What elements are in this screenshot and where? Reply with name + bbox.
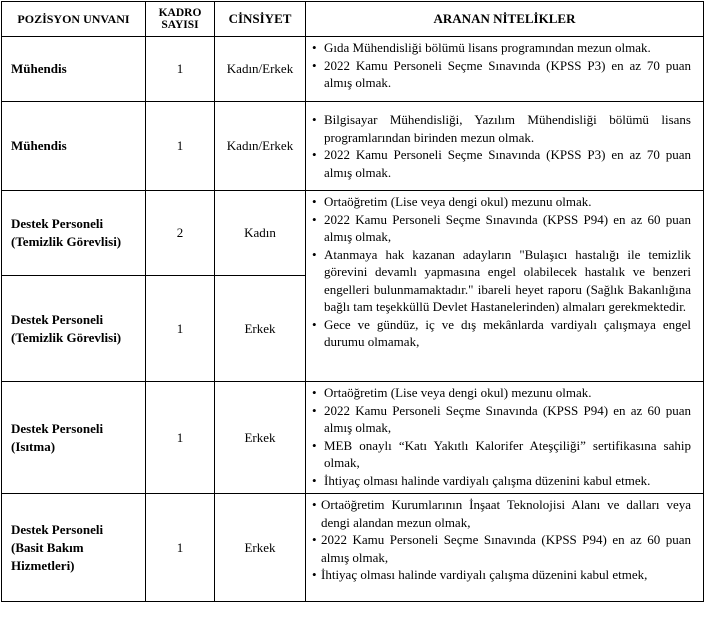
requirement-item: • 2022 Kamu Personeli Seçme Sınavında (KPSS P94) en az 60 puan almış olmak, <box>312 531 691 566</box>
requirement-item: • Bilgisayar Mühendisliği, Yazılım Mühendisliği bölümü lisans programlarından birinden mezun olmak. <box>312 111 691 146</box>
position-title-line2: (Temizlik Görevlisi) <box>11 329 122 345</box>
position-title-line1: Destek Personeli <box>11 216 104 231</box>
quota-count: 1 <box>146 494 215 602</box>
position-title-line2: (Basit Bakım <box>11 539 84 555</box>
position-title: Mühendis <box>2 102 146 191</box>
requirements-cell <box>306 102 704 191</box>
requirements-list <box>312 111 691 181</box>
position-title <box>2 382 146 494</box>
quota-count: 1 <box>146 37 215 102</box>
position-title-line1: Destek Personeli <box>11 521 104 537</box>
requirement-item: • Gece ve gündüz, iç ve dış mekânlarda vardiyalı çalışmaya engel durumu olmamak, <box>312 316 691 351</box>
table-row <box>2 191 704 276</box>
position-title <box>2 276 146 382</box>
quota-count: 1 <box>146 382 215 494</box>
header-quota-line2: SAYISI <box>161 19 199 31</box>
requirement-item: • İhtiyaç olması halinde vardiyalı çalışma düzenini kabul etmek, <box>312 566 691 584</box>
requirement-item: • Atanmaya hak kazanan adayların "Bulaşıcı hastalığı ile temizlik görevini devamlı yapmasına engel olabilecek hastalık ve benzeri engelleri bulunmamaktadır." ibareli heyet raporu (Sağlık Bakanlığına bağlı tam teşekküllü Devlet Hastanelerinden) almaları gerekmektedir. <box>312 246 691 316</box>
header-row <box>2 2 704 37</box>
position-title-line1: Destek Personeli <box>11 311 104 327</box>
requirement-item: • 2022 Kamu Personeli Seçme Sınavında (KPSS P3) en az 70 puan almış olmak. <box>312 57 691 92</box>
quota-count: 2 <box>146 191 215 276</box>
table-row <box>2 382 704 494</box>
requirement-item: • Gıda Mühendisliği bölümü lisans programından mezun olmak. <box>312 39 691 57</box>
requirement-item: • 2022 Kamu Personeli Seçme Sınavında (KPSS P94) en az 60 puan almış olmak, <box>312 402 691 437</box>
position-title-line2: (Isıtma) <box>11 438 56 454</box>
requirement-item: • 2022 Kamu Personeli Seçme Sınavında (KPSS P3) en az 70 puan almış olmak. <box>312 146 691 181</box>
quota-count: 1 <box>146 276 215 382</box>
requirements-cell <box>306 494 704 602</box>
gender-value: Kadın <box>215 191 306 276</box>
position-title-line2: (Temizlik Görevlisi) <box>11 234 122 249</box>
position-title: Mühendis <box>2 37 146 102</box>
requirement-item: • 2022 Kamu Personeli Seçme Sınavında (KPSS P94) en az 60 puan almış olmak, <box>312 211 691 246</box>
requirement-item: • Ortaöğretim Kurumlarının İnşaat Teknolojisi Alanı ve dalları veya dengi alandan mezun olmak, <box>312 496 691 531</box>
position-title-line3: Hizmetleri) <box>11 557 75 573</box>
header-quota <box>146 2 215 37</box>
header-position: POZİSYON UNVANI <box>2 2 146 37</box>
header-quota-line1: KADRO <box>158 7 202 19</box>
requirements-list <box>312 496 691 584</box>
position-title <box>2 494 146 602</box>
position-title-line1: Destek Personeli <box>11 420 104 436</box>
gender-value: Kadın/Erkek <box>215 102 306 191</box>
requirement-item: • Ortaöğretim (Lise veya dengi okul) mezunu olmak. <box>312 193 691 211</box>
requirements-cell <box>306 382 704 494</box>
gender-value: Erkek <box>215 382 306 494</box>
quota-count: 1 <box>146 102 215 191</box>
requirements-list <box>312 193 691 351</box>
requirements-cell <box>306 37 704 102</box>
requirements-list <box>312 384 691 489</box>
requirements-list <box>312 39 691 92</box>
table-row <box>2 102 704 191</box>
position-title <box>2 191 146 276</box>
gender-value: Kadın/Erkek <box>215 37 306 102</box>
requirements-cell-shared <box>306 191 704 382</box>
header-gender: CİNSİYET <box>215 2 306 37</box>
table-row <box>2 37 704 102</box>
gender-value: Erkek <box>215 276 306 382</box>
requirement-item: • Ortaöğretim (Lise veya dengi okul) mezunu olmak. <box>312 384 691 402</box>
requirement-item: • İhtiyaç olması halinde vardiyalı çalışma düzenini kabul etmek. <box>312 472 691 490</box>
job-positions-table <box>1 1 704 602</box>
table-row <box>2 494 704 602</box>
gender-value: Erkek <box>215 494 306 602</box>
requirement-item: • MEB onaylı “Katı Yakıtlı Kalorifer Ateşçiliği” sertifikasına sahip olmak, <box>312 437 691 472</box>
header-requirements: ARANAN NİTELİKLER <box>306 2 704 37</box>
